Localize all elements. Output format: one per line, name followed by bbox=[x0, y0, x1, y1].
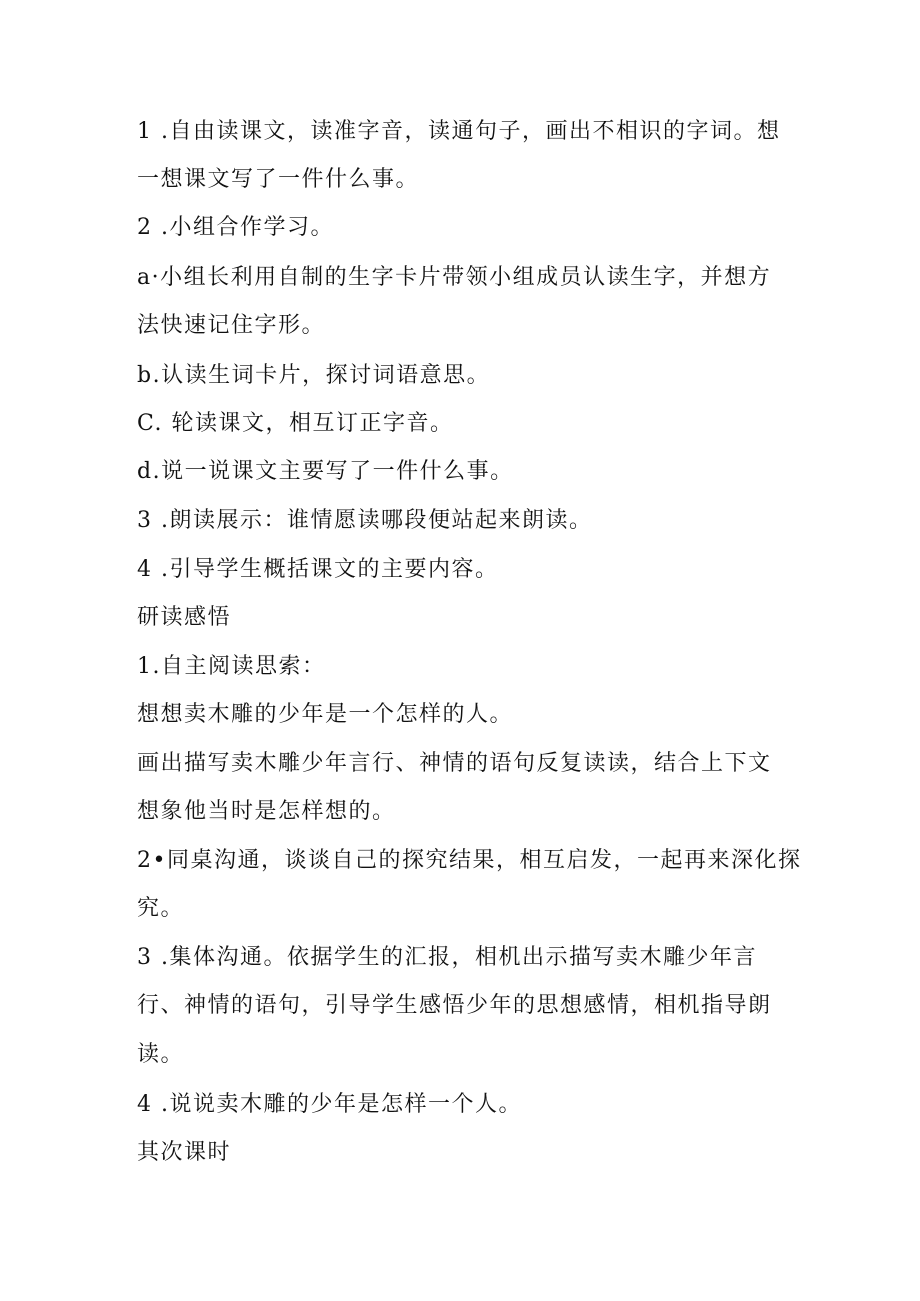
section-heading-qici: 其次课时 bbox=[137, 1140, 232, 1165]
text-line-20: 读。 bbox=[137, 1042, 185, 1067]
text-line-2: 一想课文写了一件什么事。 bbox=[137, 167, 420, 192]
section-heading-yandu: 研读感悟 bbox=[137, 605, 232, 630]
text-line-15: 想象他当时是怎样想的。 bbox=[137, 799, 396, 824]
text-line-19: 行、神情的语句，引导学生感悟少年的思想感情，相机指导朗 bbox=[137, 993, 772, 1018]
text-line-4: a·小组长利用自制的生字卡片带领小组成员认读生字，并想方 bbox=[137, 265, 772, 290]
text-line-12: 1.自主阅读思索： bbox=[137, 654, 326, 679]
text-line-14: 画出描写卖木雕少年言行、神情的语句反复读读，结合上下文 bbox=[137, 751, 772, 776]
text-line-18: 3 .集体沟通。依据学生的汇报，相机出示描写卖木雕少年言 bbox=[137, 945, 757, 970]
text-line-9: 3 .朗读展示：谁情愿读哪段便站起来朗读。 bbox=[137, 508, 593, 533]
text-line-13: 想想卖木雕的少年是一个怎样的人。 bbox=[137, 702, 514, 727]
text-line-1: 1 .自由读课文，读准字音，读通句子，画出不相识的字词。想 bbox=[137, 119, 781, 144]
text-line-16: 2•同桌沟通，谈谈自己的探究结果，相互启发，一起再来深化探 bbox=[137, 848, 802, 873]
text-line-10: 4 .引导学生概括课文的主要内容。 bbox=[137, 557, 499, 582]
text-line-17: 究。 bbox=[137, 896, 185, 921]
text-line-6: b.认读生词卡片，探讨词语意思。 bbox=[137, 363, 491, 388]
text-line-5: 法快速记住字形。 bbox=[137, 313, 326, 338]
text-line-3: 2 .小组合作学习。 bbox=[137, 215, 334, 240]
text-line-8: d.说一说课文主要写了一件什么事。 bbox=[137, 459, 514, 484]
text-line-21: 4 .说说卖木雕的少年是怎样一个人。 bbox=[137, 1092, 522, 1117]
text-line-7: C. 轮读课文，相互订正字音。 bbox=[137, 411, 454, 436]
